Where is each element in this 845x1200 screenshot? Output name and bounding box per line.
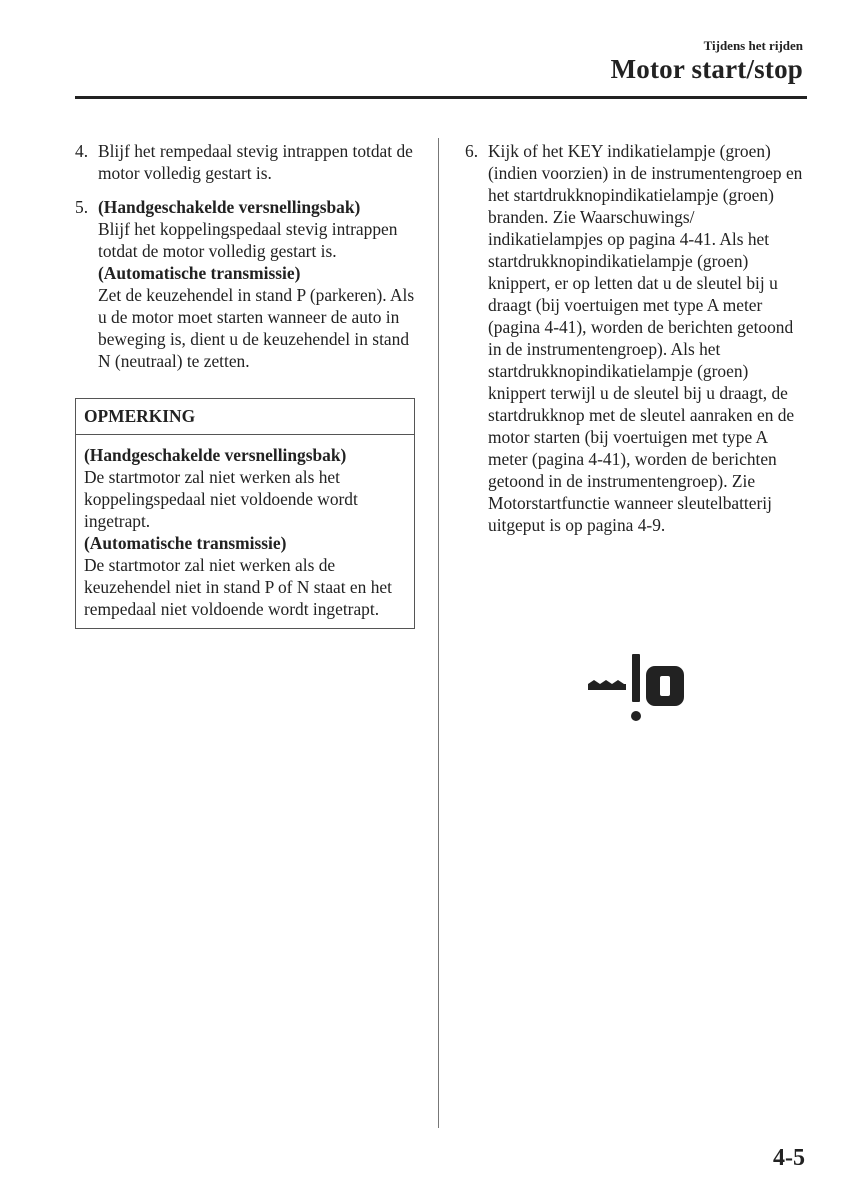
step-5 [75,196,415,372]
note-box [75,398,415,629]
auto-heading: (Automatische transmissie) [98,263,301,283]
note-auto-heading: (Automatische transmissie) [84,533,287,553]
right-column [465,140,805,536]
left-column [75,140,415,629]
manual-text: Blijf het koppelingspedaal stevig intrappen totdat de motor volledig gestart is. [98,219,398,261]
column-divider [438,138,439,1128]
header-divider [75,96,807,99]
section-label: Tijdens het rijden [703,38,803,53]
page-number: 4-5 [773,1145,805,1171]
auto-text: Zet de keuzehendel in stand P (parkeren). Als u de motor moet starten wanneer de auto in beweging is, dient u de keuzehendel in stand N (neutraal) te zetten. [98,285,415,371]
step-number: 5. [75,197,89,217]
note-manual-text: De startmotor zal niet werken als het koppelingspedaal niet voldoende wordt ingetrapt. [84,467,358,531]
page-title: Motor start/stop [610,54,803,84]
step-4 [75,140,415,184]
note-auto-text: De startmotor zal niet werken als de keuzehendel niet in stand P of N staat en het rempedaal niet voldoende wordt ingetrapt. [84,555,392,619]
step-number: 4. [75,141,89,161]
step-text: Blijf het rempedaal stevig intrappen totdat de motor volledig gestart is. [98,141,413,183]
step-body [98,196,415,372]
note-body [76,435,414,628]
step-6 [465,140,805,536]
key-warning-icon [586,650,686,726]
note-manual-heading: (Handgeschakelde versnellingsbak) [84,445,347,465]
step-text: Kijk of het KEY indikatielampje (groen) (indien voorzien) in de instrumentengroep en het startdrukknopindikatielampje (groen) branden. Zie Waarschuwings/ indikatielampjes op pagina 4-41. Als het startdrukknopindikatielampje (groen) knippert, er op letten dat u de sleutel bij u draagt (bij voertuigen met type A meter (pagina 4-41), worden de berichten getoond in de instrumentengroep). Als het startdrukknopindikatielampje (groen) knippert terwijl u de sleutel bij u draagt, de startdrukknop met de sleutel aanraken en de motor starten (bij voertuigen met type A meter (pagina 4-41), worden de berichten getoond in de instrumentengroep). Zie Motorstartfunctie wanneer sleutelbatterij uitgeput is op pagina 4-9. [488,141,803,535]
step-number: 6. [465,141,479,161]
manual-heading: (Handgeschakelde versnellingsbak) [98,197,361,217]
note-heading: OPMERKING [76,399,414,435]
